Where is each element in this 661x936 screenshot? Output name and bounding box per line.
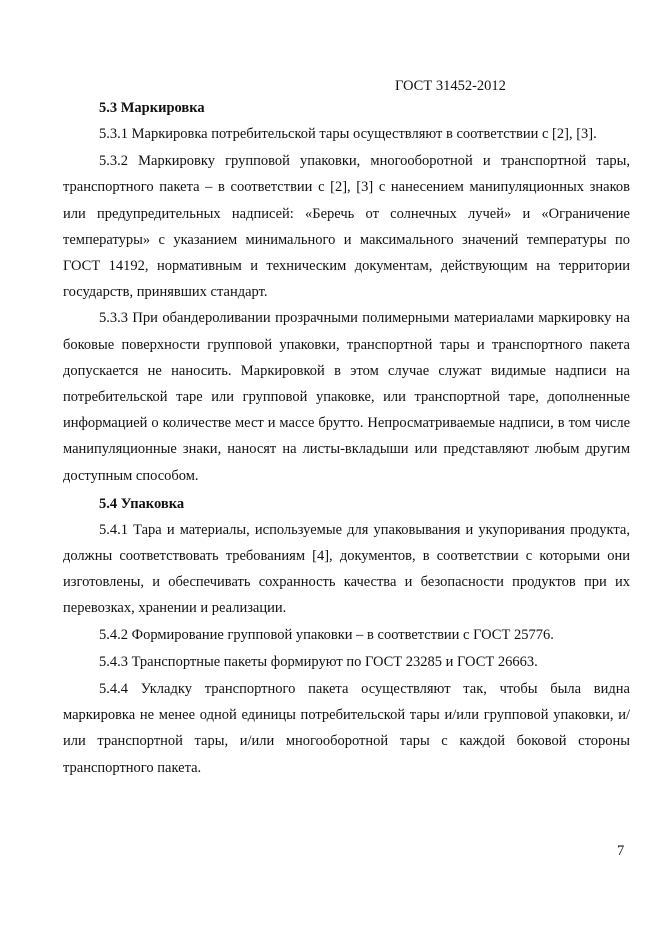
paragraph-5-3-3: 5.3.3 При обандероливании прозрачными полимерными материалами маркировку на боковые поверхности групповой упаковки, транспортной тары и транспортного пакета допускается не наносить. Маркировкой в этом случае служат видимые надписи на потребительской таре или групповой упаковке, или транспортной таре, дополненные информацией о количестве мест и массе брутто. Непросматриваемые надписи, в том числе манипуляционные знаки, наносят на листы-вкладыши или представляют любым другим доступным способом. xyxy=(63,310,630,484)
paragraph-5-3-1: 5.3.1 Маркировка потребительской тары осуществляют в соответствии с [2], [3]. xyxy=(99,126,597,142)
section-marking xyxy=(63,98,630,489)
page-number: 7 xyxy=(617,843,625,859)
paragraph-5-4-1: 5.4.1 Тара и материалы, используемые для упаковывания и укупоривания продукта, должны соответствовать требованиям [4], документов, в соответствии с которыми они изготовлены, и обеспечивать сохранность качества и безопасности продуктов при их перевозках, хранении и реализации. xyxy=(63,521,630,617)
paragraph-5-4-2: 5.4.2 Формирование групповой упаковки – в соответствии с ГОСТ 25776. xyxy=(99,626,554,643)
section-heading-packing: 5.4 Упаковка xyxy=(99,495,185,512)
page-content xyxy=(63,98,630,781)
document-code: ГОСТ 31452-2012 xyxy=(395,78,506,94)
paragraph-5-4-3: 5.4.3 Транспортные пакеты формируют по ГОСТ 23285 и ГОСТ 26663. xyxy=(99,653,538,670)
paragraph-5-3-2: 5.3.2 Маркировку групповой упаковки, многооборотной и транспортной тары, транспортного пакета – в соответствии с [2], [3] с нанесением манипуляционных знаков или предупредительных надписей: «Беречь от солнечных лучей» и «Ограничение температуры» с указанием минимального и максимального значений температуры по ГОСТ 14192, нормативным и техническим документам, действующим на территории государств, принявших стандарт. xyxy=(63,153,630,301)
paragraph-5-4-4: 5.4.4 Укладку транспортного пакета осуществляют так, чтобы была видна маркировка не менее одной единицы потребительской тары и/или групповой упаковки, и/или транспортной тары, и/или многооборотной тары с каждой боковой стороны транспортного пакета. xyxy=(63,681,630,776)
section-packing xyxy=(63,494,630,781)
section-heading-marking: 5.3 Маркировка xyxy=(99,100,205,116)
